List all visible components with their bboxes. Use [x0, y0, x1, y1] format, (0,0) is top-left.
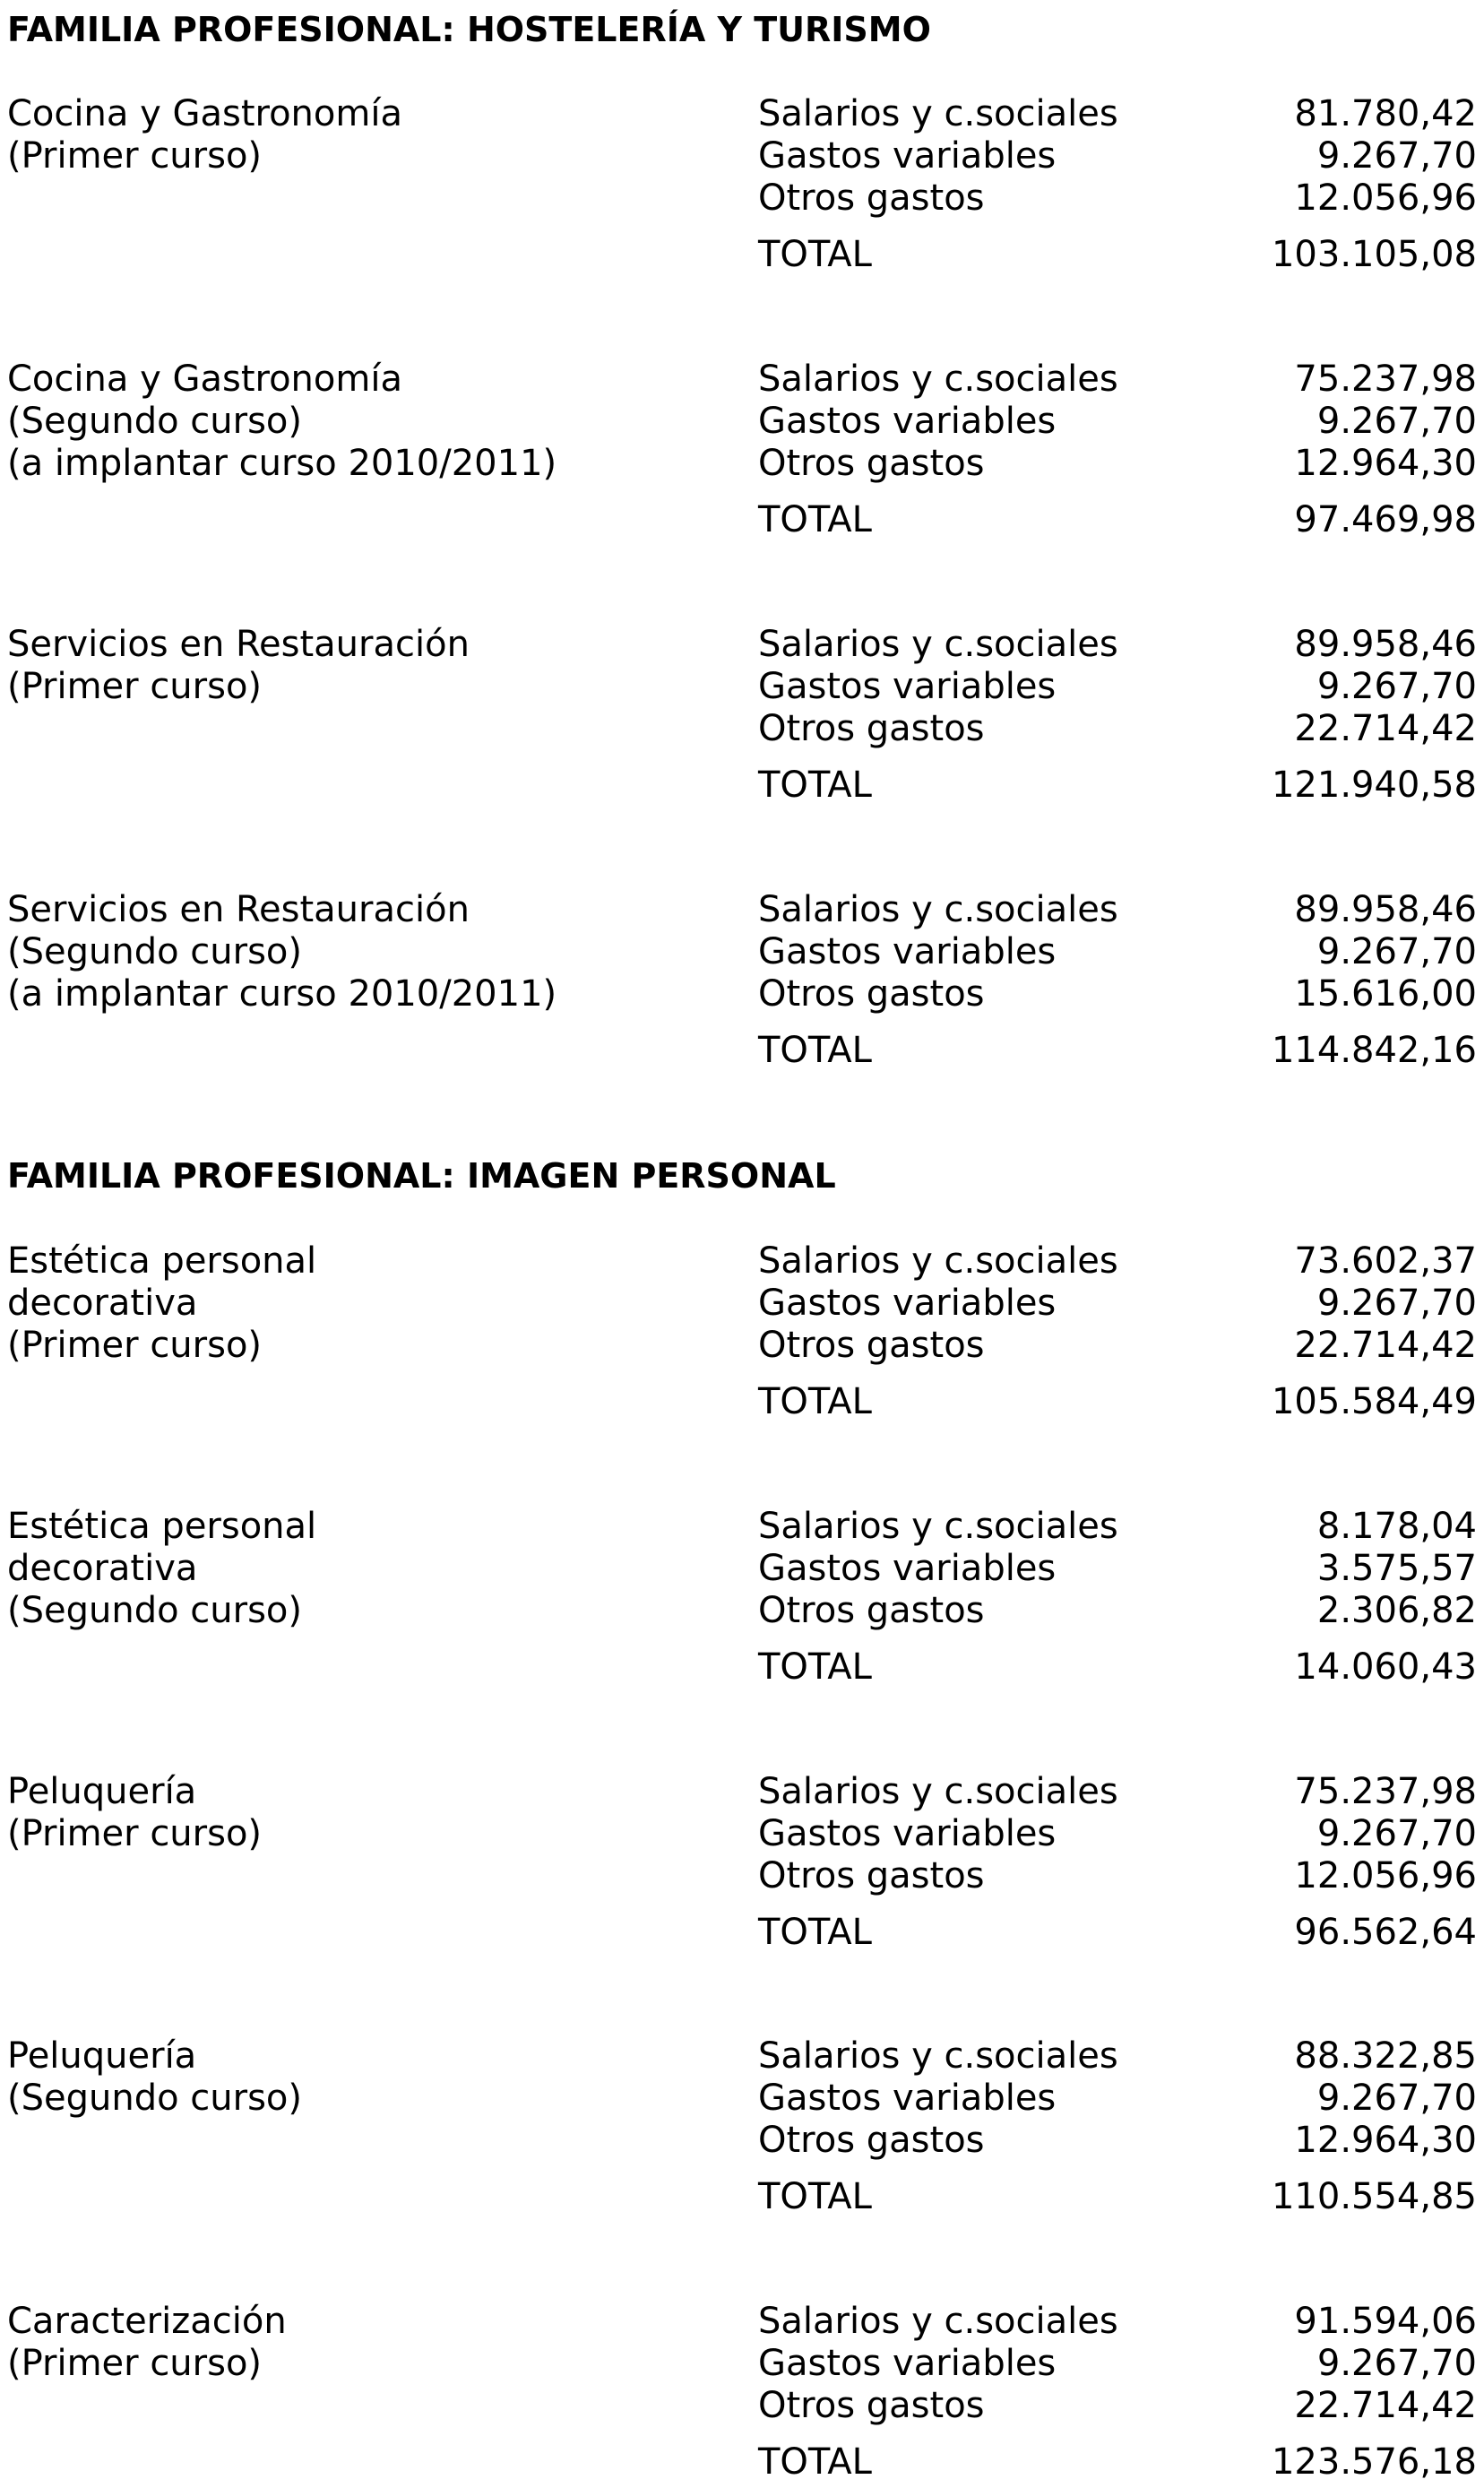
cost-amount: 89.958,46 — [1294, 624, 1477, 665]
cost-category: Salarios y c.sociales — [758, 624, 1118, 665]
cost-amount: 9.267,70 — [1316, 1283, 1477, 1324]
cost-category: Salarios y c.sociales — [758, 889, 1118, 930]
cost-amount: 9.267,70 — [1316, 401, 1477, 442]
cost-category: Gastos variables — [758, 2078, 1057, 2119]
cost-category: Gastos variables — [758, 1548, 1057, 1589]
total-label: TOTAL — [758, 1646, 872, 1688]
entry-label: Caracterización — [7, 2301, 287, 2342]
total-amount: 96.562,64 — [1294, 1912, 1477, 1953]
cost-category: Otros gastos — [758, 443, 985, 484]
cost-amount: 73.602,37 — [1294, 1240, 1477, 1282]
cost-amount: 9.267,70 — [1316, 1813, 1477, 1854]
total-label: TOTAL — [758, 765, 872, 806]
cost-amount: 9.267,70 — [1316, 666, 1477, 707]
section-heading: FAMILIA PROFESIONAL: IMAGEN PERSONAL — [7, 1156, 836, 1196]
cost-amount: 89.958,46 — [1294, 889, 1477, 930]
entry-label: (Primer curso) — [7, 666, 263, 707]
cost-amount: 81.780,42 — [1294, 93, 1477, 134]
entry-label: (Segundo curso) — [7, 1590, 302, 1631]
cost-category: Otros gastos — [758, 973, 985, 1015]
total-amount: 114.842,16 — [1271, 1030, 1477, 1071]
cost-category: Salarios y c.sociales — [758, 1506, 1118, 1547]
total-label: TOTAL — [758, 499, 872, 540]
entry-label: (Primer curso) — [7, 1325, 263, 1366]
cost-category: Otros gastos — [758, 2120, 985, 2161]
cost-category: Salarios y c.sociales — [758, 2035, 1118, 2077]
total-label: TOTAL — [758, 1912, 872, 1953]
cost-category: Otros gastos — [758, 1855, 985, 1896]
cost-amount: 9.267,70 — [1316, 2078, 1477, 2119]
total-amount: 105.584,49 — [1271, 1381, 1477, 1422]
cost-category: Otros gastos — [758, 1325, 985, 1366]
entry-label: (Primer curso) — [7, 135, 263, 177]
entry-label: Servicios en Restauración — [7, 624, 470, 665]
cost-category: Salarios y c.sociales — [758, 93, 1118, 134]
entry-label: (Primer curso) — [7, 1813, 263, 1854]
cost-category: Salarios y c.sociales — [758, 359, 1118, 400]
entry-label: (Primer curso) — [7, 2343, 263, 2384]
total-label: TOTAL — [758, 2176, 872, 2217]
entry-label: (Segundo curso) — [7, 401, 302, 442]
entry-label: Cocina y Gastronomía — [7, 93, 402, 134]
cost-amount: 12.056,96 — [1294, 1855, 1477, 1896]
entry-label: Estética personal — [7, 1240, 317, 1282]
cost-amount: 12.056,96 — [1294, 177, 1477, 219]
cost-category: Gastos variables — [758, 1283, 1057, 1324]
total-amount: 121.940,58 — [1271, 765, 1477, 806]
cost-category: Gastos variables — [758, 2343, 1057, 2384]
cost-category: Gastos variables — [758, 401, 1057, 442]
cost-amount: 22.714,42 — [1294, 2385, 1477, 2426]
total-label: TOTAL — [758, 2441, 872, 2483]
total-label: TOTAL — [758, 234, 872, 275]
cost-amount: 3.575,57 — [1316, 1548, 1477, 1589]
total-label: TOTAL — [758, 1030, 872, 1071]
cost-amount: 9.267,70 — [1316, 931, 1477, 972]
entry-label: (a implantar curso 2010/2011) — [7, 973, 557, 1015]
entry-label: Estética personal — [7, 1506, 317, 1547]
total-amount: 103.105,08 — [1271, 234, 1477, 275]
cost-amount: 75.237,98 — [1294, 1771, 1477, 1812]
cost-amount: 88.322,85 — [1294, 2035, 1477, 2077]
total-amount: 97.469,98 — [1294, 499, 1477, 540]
cost-category: Gastos variables — [758, 931, 1057, 972]
cost-category: Otros gastos — [758, 177, 985, 219]
total-label: TOTAL — [758, 1381, 872, 1422]
cost-amount: 22.714,42 — [1294, 708, 1477, 749]
cost-amount: 12.964,30 — [1294, 443, 1477, 484]
cost-amount: 9.267,70 — [1316, 135, 1477, 177]
entry-label: (Segundo curso) — [7, 2078, 302, 2119]
cost-category: Salarios y c.sociales — [758, 1240, 1118, 1282]
cost-category: Gastos variables — [758, 135, 1057, 177]
entry-label: Cocina y Gastronomía — [7, 359, 402, 400]
cost-amount: 22.714,42 — [1294, 1325, 1477, 1366]
cost-category: Otros gastos — [758, 708, 985, 749]
cost-category: Gastos variables — [758, 666, 1057, 707]
section-heading: FAMILIA PROFESIONAL: HOSTELERÍA Y TURISMO — [7, 10, 931, 49]
entry-label: decorativa — [7, 1548, 198, 1589]
cost-amount: 2.306,82 — [1316, 1590, 1477, 1631]
entry-label: (Segundo curso) — [7, 931, 302, 972]
cost-category: Salarios y c.sociales — [758, 2301, 1118, 2342]
entry-label: (a implantar curso 2010/2011) — [7, 443, 557, 484]
cost-category: Otros gastos — [758, 1590, 985, 1631]
cost-category: Gastos variables — [758, 1813, 1057, 1854]
entry-label: decorativa — [7, 1283, 198, 1324]
total-amount: 123.576,18 — [1271, 2441, 1477, 2483]
total-amount: 110.554,85 — [1271, 2176, 1477, 2217]
cost-category: Otros gastos — [758, 2385, 985, 2426]
cost-amount: 75.237,98 — [1294, 359, 1477, 400]
cost-category: Salarios y c.sociales — [758, 1771, 1118, 1812]
entry-label: Peluquería — [7, 2035, 197, 2077]
cost-amount: 12.964,30 — [1294, 2120, 1477, 2161]
cost-amount: 8.178,04 — [1316, 1506, 1477, 1547]
cost-amount: 91.594,06 — [1294, 2301, 1477, 2342]
total-amount: 14.060,43 — [1294, 1646, 1477, 1688]
cost-amount: 9.267,70 — [1316, 2343, 1477, 2384]
entry-label: Servicios en Restauración — [7, 889, 470, 930]
entry-label: Peluquería — [7, 1771, 197, 1812]
cost-amount: 15.616,00 — [1294, 973, 1477, 1015]
